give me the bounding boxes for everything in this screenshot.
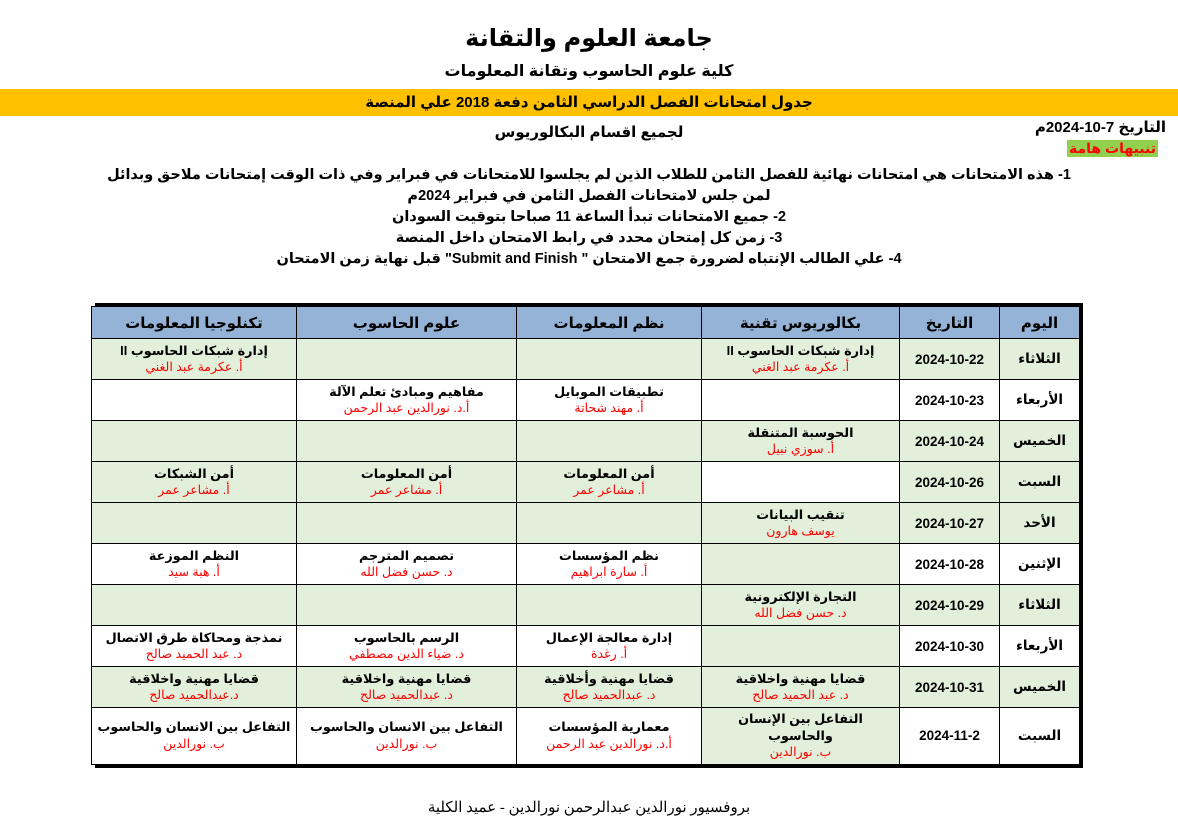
instructor-name: ب. نورالدين <box>769 745 832 760</box>
course-name: إدارة معالجة الإعمال <box>545 629 673 645</box>
cell-tech <box>702 380 900 421</box>
notice-item <box>0 165 1178 186</box>
cell-is <box>517 544 702 585</box>
cell-tech <box>702 462 900 503</box>
table-row <box>92 544 1080 585</box>
cell-is <box>517 626 702 667</box>
notices-list <box>0 165 1178 270</box>
instructor-name: ب. نورالدين <box>163 736 225 751</box>
cell-date: 2024-10-23 <box>900 380 1000 421</box>
cell-date: 2024-10-24 <box>900 421 1000 462</box>
table-row <box>92 462 1080 503</box>
cell-is <box>517 503 702 544</box>
course-name: التفاعل بين الانسان والحاسوب <box>97 719 291 735</box>
cell-cs <box>297 339 517 380</box>
table-row <box>92 503 1080 544</box>
table-header-row <box>92 307 1080 339</box>
cell-day: السبت <box>1000 462 1080 503</box>
course-name: تنقيب البيانات <box>756 506 845 522</box>
instructor-name: أ.د. نورالدين عبد الرحمن <box>546 736 672 751</box>
cell-day: الخميس <box>1000 667 1080 708</box>
cell-date: 2024-10-22 <box>900 339 1000 380</box>
cell-cs <box>297 585 517 626</box>
cell-is <box>517 585 702 626</box>
cell-date: 2024-10-31 <box>900 667 1000 708</box>
course-name: أمن المعلومات <box>360 465 453 481</box>
course-name: قضايا مهنية واخلاقية <box>341 670 472 686</box>
cell-it <box>92 585 297 626</box>
header-day: اليوم <box>1000 307 1080 339</box>
cell-cs <box>297 708 517 765</box>
cell-day: الإثنين <box>1000 544 1080 585</box>
instructor-name: أ. مشاعر عمر <box>370 483 443 498</box>
notice-number: 4- <box>888 251 902 268</box>
table-row <box>92 380 1080 421</box>
cell-tech <box>702 544 900 585</box>
cell-it <box>92 667 297 708</box>
cell-day: الأربعاء <box>1000 626 1080 667</box>
course-name: نمذجة ومحاكاة طرق الاتصال <box>105 629 283 645</box>
header-cs: علوم الحاسوب <box>297 307 517 339</box>
course-name: نظم المؤسسات <box>559 547 659 563</box>
cell-it <box>92 708 297 765</box>
notices-title: تنبيهات هامة <box>1069 140 1156 156</box>
cell-date: 2024-10-28 <box>900 544 1000 585</box>
notice-number: 3- <box>769 230 783 247</box>
cell-tech <box>702 339 900 380</box>
course-name: قضايا مهنية واخلاقية <box>129 670 259 686</box>
cell-is <box>517 708 702 765</box>
cell-cs <box>297 667 517 708</box>
instructor-name: ب. نورالدين <box>375 736 438 751</box>
table-row <box>92 421 1080 462</box>
cell-cs <box>297 421 517 462</box>
instructor-name: د. ضياء الدين مصطفي <box>349 647 464 662</box>
notice-item <box>0 186 1178 207</box>
notice-number: 2- <box>773 209 787 226</box>
instructor-name: أ. مشاعر عمر <box>573 483 645 498</box>
cell-date: 2024-11-2 <box>900 708 1000 765</box>
instructor-name: أ. مشاعر عمر <box>158 483 230 498</box>
notice-text: لمن جلس لامتحانات الفصل الثامن في فبراير 2024م <box>407 188 771 205</box>
course-name: معمارية المؤسسات <box>548 719 670 735</box>
cell-tech <box>702 421 900 462</box>
cell-date: 2024-10-30 <box>900 626 1000 667</box>
course-name: التجارة الإلكترونية <box>744 588 857 604</box>
college-title: كلية علوم الحاسوب وتقانة المعلومات <box>444 63 734 81</box>
document-header <box>0 0 1178 141</box>
instructor-name: د. عبد الحميد صالح <box>752 688 849 703</box>
header-date: التاريخ <box>900 307 1000 339</box>
cell-cs <box>297 380 517 421</box>
notice-number: 1- <box>1058 167 1071 183</box>
course-name: النظم الموزعة <box>148 547 240 563</box>
cell-it <box>92 544 297 585</box>
instructor-name: يوسف هارون <box>766 524 835 539</box>
cell-it <box>92 462 297 503</box>
course-name: التفاعل بين الانسان والحاسوب <box>310 719 503 735</box>
instructor-name: أ. رغدة <box>590 647 628 662</box>
instructor-name: أ. عكرمة عبد الغني <box>751 360 850 375</box>
cell-tech <box>702 708 900 765</box>
instructor-name: د. حسن فضل الله <box>360 565 453 580</box>
instructor-name: أ. سارة ابراهيم <box>570 565 648 580</box>
cell-is <box>517 421 702 462</box>
cell-day: الأربعاء <box>1000 380 1080 421</box>
course-name: الحوسبة المتنقلة <box>747 424 854 440</box>
course-name: إدارة شبكات الحاسوب II <box>726 342 875 358</box>
cell-tech <box>702 626 900 667</box>
cell-day: الخميس <box>1000 421 1080 462</box>
instructor-name: أ. سوزي نبيل <box>766 442 835 457</box>
course-name: تصميم المترجم <box>358 547 455 563</box>
cell-it <box>92 380 297 421</box>
instructor-name: أ. عكرمة عبد الغني <box>145 360 243 375</box>
cell-tech <box>702 667 900 708</box>
course-name: أمن المعلومات <box>563 465 655 481</box>
notice-text: زمن كل إمتحان محدد في رابط الامتحان داخل المنصة <box>395 230 766 247</box>
table-row <box>92 585 1080 626</box>
notice-item <box>0 249 1178 270</box>
cell-cs <box>297 544 517 585</box>
course-name: قضايا مهنية واخلاقية <box>735 670 866 686</box>
instructor-name: أ. مهند شحاتة <box>574 401 644 416</box>
cell-day: الثلاثاء <box>1000 585 1080 626</box>
schedule-banner: جدول امتحانات الفصل الدراسي الثامن دفعة 2018 علي المنصة <box>0 89 1178 116</box>
departments-subtitle: لجميع اقسام البكالوريوس <box>494 124 684 142</box>
exam-schedule-table <box>91 306 1080 765</box>
notice-text: جميع الامتحانات تبدأ الساعة 11 صباحا بتوقيت السودان <box>391 209 770 226</box>
cell-day: السبت <box>1000 708 1080 765</box>
cell-is <box>517 667 702 708</box>
cell-day: الثلاثاء <box>1000 339 1080 380</box>
exam-schedule-table-wrapper <box>95 303 1083 768</box>
university-title: جامعة العلوم والتقانة <box>465 25 713 52</box>
document-date: التاريخ 7-10-2024م <box>1034 119 1166 136</box>
footer-signature: بروفسيور نورالدين عبدالرحمن نورالدين - عميد الكلية <box>427 800 751 816</box>
table-row <box>92 708 1080 765</box>
cell-cs <box>297 503 517 544</box>
cell-day: الأحد <box>1000 503 1080 544</box>
instructor-name: د. عبد الحميد صالح <box>145 647 243 662</box>
instructor-name: د. عبدالحميد صالح <box>360 688 453 703</box>
cell-date: 2024-10-29 <box>900 585 1000 626</box>
instructor-name: د.عبدالحميد صالح <box>149 688 239 703</box>
cell-cs <box>297 626 517 667</box>
notice-text: علي الطالب الإنتباه لضرورة جمع الامتحان " Submit and Finish" قبل نهاية زمن الامتحان <box>276 251 885 268</box>
instructor-name: د. حسن فضل الله <box>754 606 847 621</box>
table-row <box>92 339 1080 380</box>
course-name: إدارة شبكات الحاسوب II <box>120 342 268 358</box>
instructor-name: أ.د. نورالدين عبد الرحمن <box>343 401 470 416</box>
table-row <box>92 626 1080 667</box>
cell-cs <box>297 462 517 503</box>
cell-it <box>92 339 297 380</box>
notice-item <box>0 207 1178 228</box>
cell-date: 2024-10-26 <box>900 462 1000 503</box>
course-name: تطبيقات الموبايل <box>554 383 664 399</box>
cell-is <box>517 462 702 503</box>
header-it: تكنلوجيا المعلومات <box>92 307 297 339</box>
cell-it <box>92 626 297 667</box>
cell-is <box>517 339 702 380</box>
cell-tech <box>702 503 900 544</box>
header-tech: بكالوريوس تقنية <box>702 307 900 339</box>
notice-text: هذه الامتحانات هي امتحانات نهائية للفصل الثامن للطلاب الذين لم يجلسوا للامتحانات في فبراير وفي ذات الوقت إمتحانات ملاحق وبدائل <box>107 167 1054 183</box>
cell-date: 2024-10-27 <box>900 503 1000 544</box>
instructor-name: أ. هبة سيد <box>168 565 220 580</box>
table-row <box>92 667 1080 708</box>
instructor-name: د. عبدالحميد صالح <box>562 688 656 703</box>
course-name: الرسم بالحاسوب <box>353 629 460 645</box>
notice-item <box>0 228 1178 249</box>
cell-is <box>517 380 702 421</box>
cell-it <box>92 421 297 462</box>
course-name: أمن الشبكات <box>154 465 234 481</box>
cell-it <box>92 503 297 544</box>
course-name: قضايا مهنية وأخلاقية <box>544 670 674 686</box>
course-name: مفاهيم ومبادئ تعلم الآلة <box>329 383 484 399</box>
table-body <box>92 339 1080 765</box>
course-name: التفاعل بين الإنسان والحاسوب <box>738 711 863 743</box>
header-is: نظم المعلومات <box>517 307 702 339</box>
cell-tech <box>702 585 900 626</box>
